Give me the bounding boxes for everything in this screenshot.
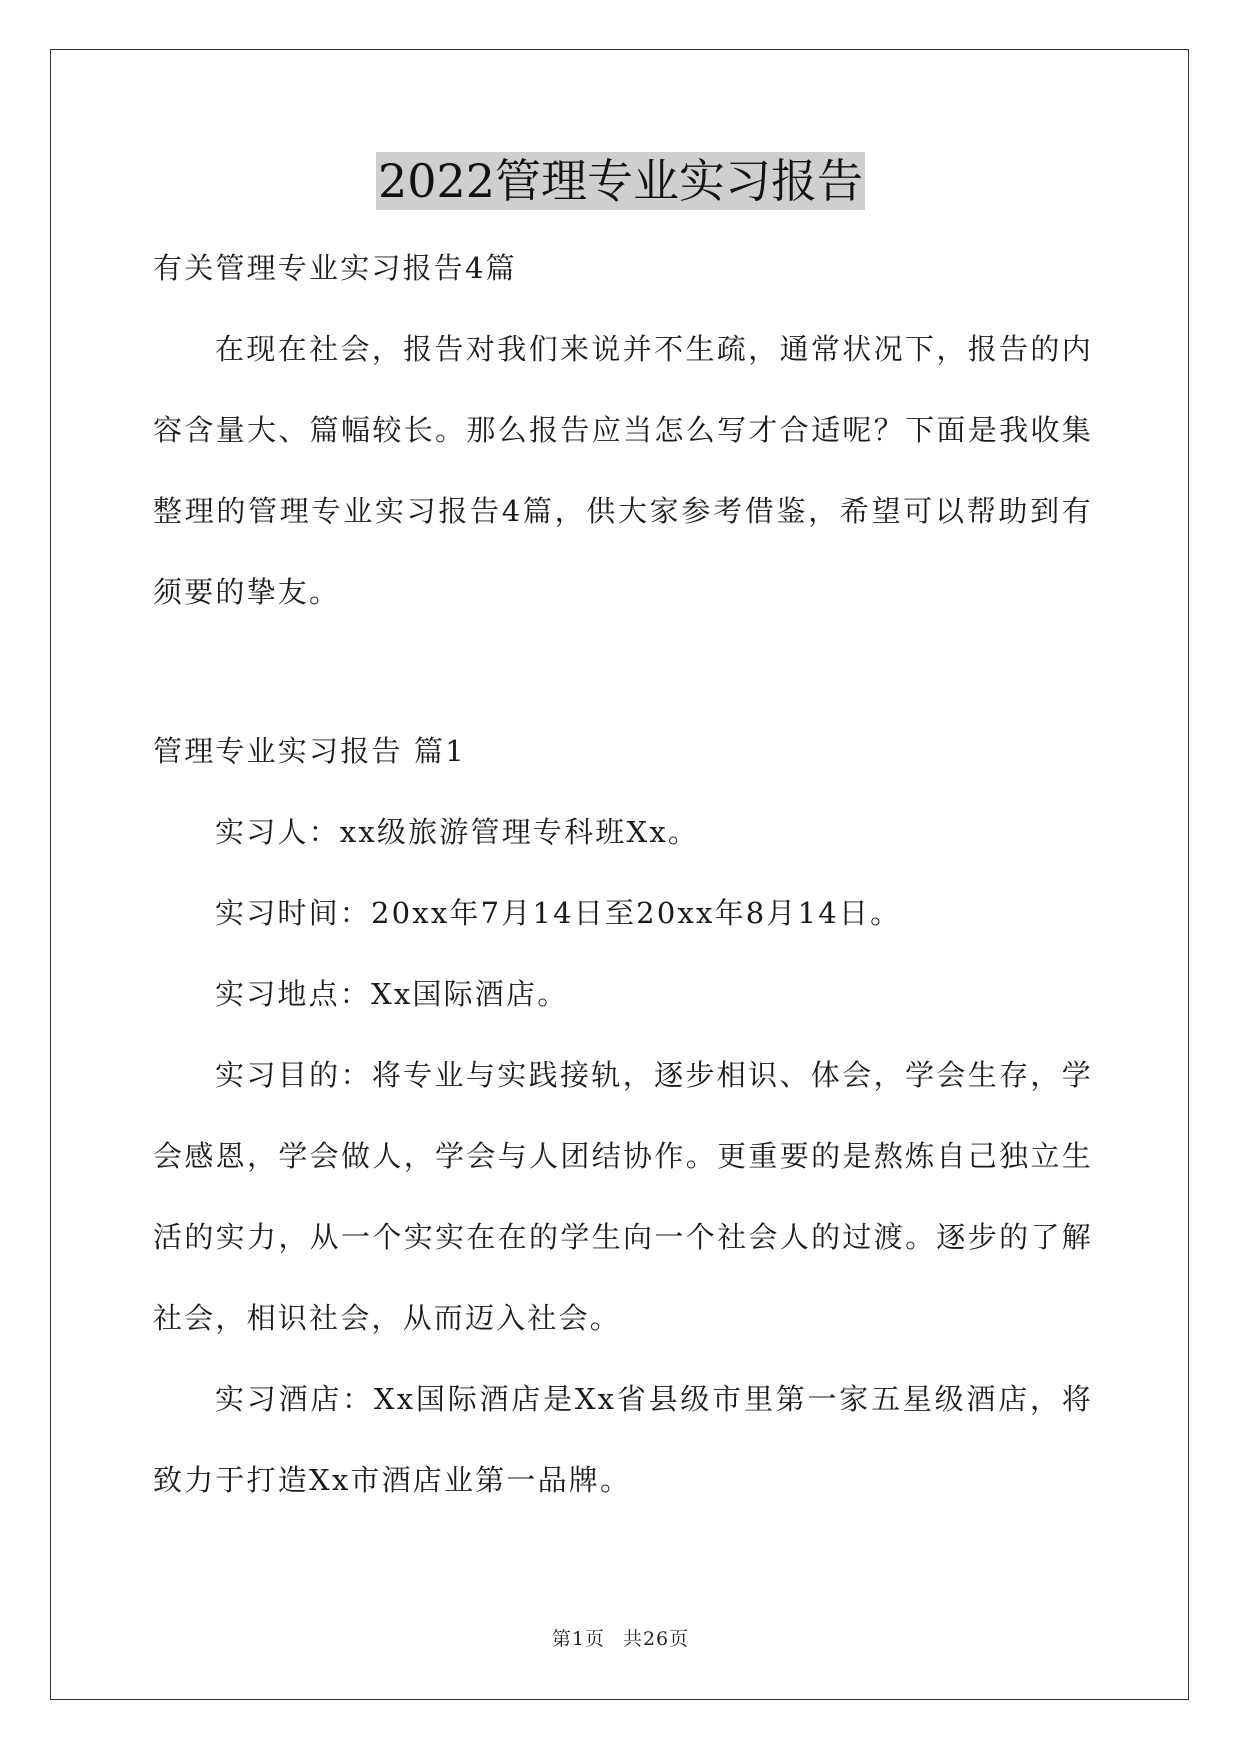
page-footer — [0, 1624, 1241, 1651]
section-gap — [153, 633, 1093, 711]
document-subtitle: 有关管理专业实习报告4篇 — [153, 251, 517, 285]
page-number: 第1页 — [551, 1628, 605, 1650]
page-total: 共26页 — [622, 1628, 690, 1650]
paragraph-hotel: 实习酒店：Xx国际酒店是Xx省县级市里第一家五星级酒店，将致力于打造Xx市酒店业第一品牌。 — [153, 1382, 1093, 1497]
document-title: 2022管理专业实习报告 — [377, 154, 864, 208]
paragraph-intern: 实习人：xx级旅游管理专科班Xx。 — [215, 815, 700, 849]
paragraph-location: 实习地点：Xx国际酒店。 — [215, 977, 569, 1011]
section-heading: 管理专业实习报告 篇1 — [153, 734, 466, 768]
paragraph-purpose: 实习目的：将专业与实践接轨，逐步相识、体会，学会生存，学会感恩，学会做人，学会与人团结协作。更重要的是熬炼自己独立生活的实力，从一个实实在在的学生向一个社会人的过渡。逐步的了解社会，相识社会，从而迈入社会。 — [153, 1058, 1093, 1335]
title-wrapper — [0, 152, 1241, 210]
paragraph-time: 实习时间：20xx年7月14日至20xx年8月14日。 — [215, 896, 902, 930]
intro-paragraph: 在现在社会，报告对我们来说并不生疏，通常状况下，报告的内容含量大、篇幅较长。那么报告应当怎么写才合适呢？下面是我收集整理的管理专业实习报告4篇，供大家参考借鉴，希望可以帮助到有须要的挚友。 — [153, 332, 1093, 609]
document-body — [153, 228, 1093, 1521]
